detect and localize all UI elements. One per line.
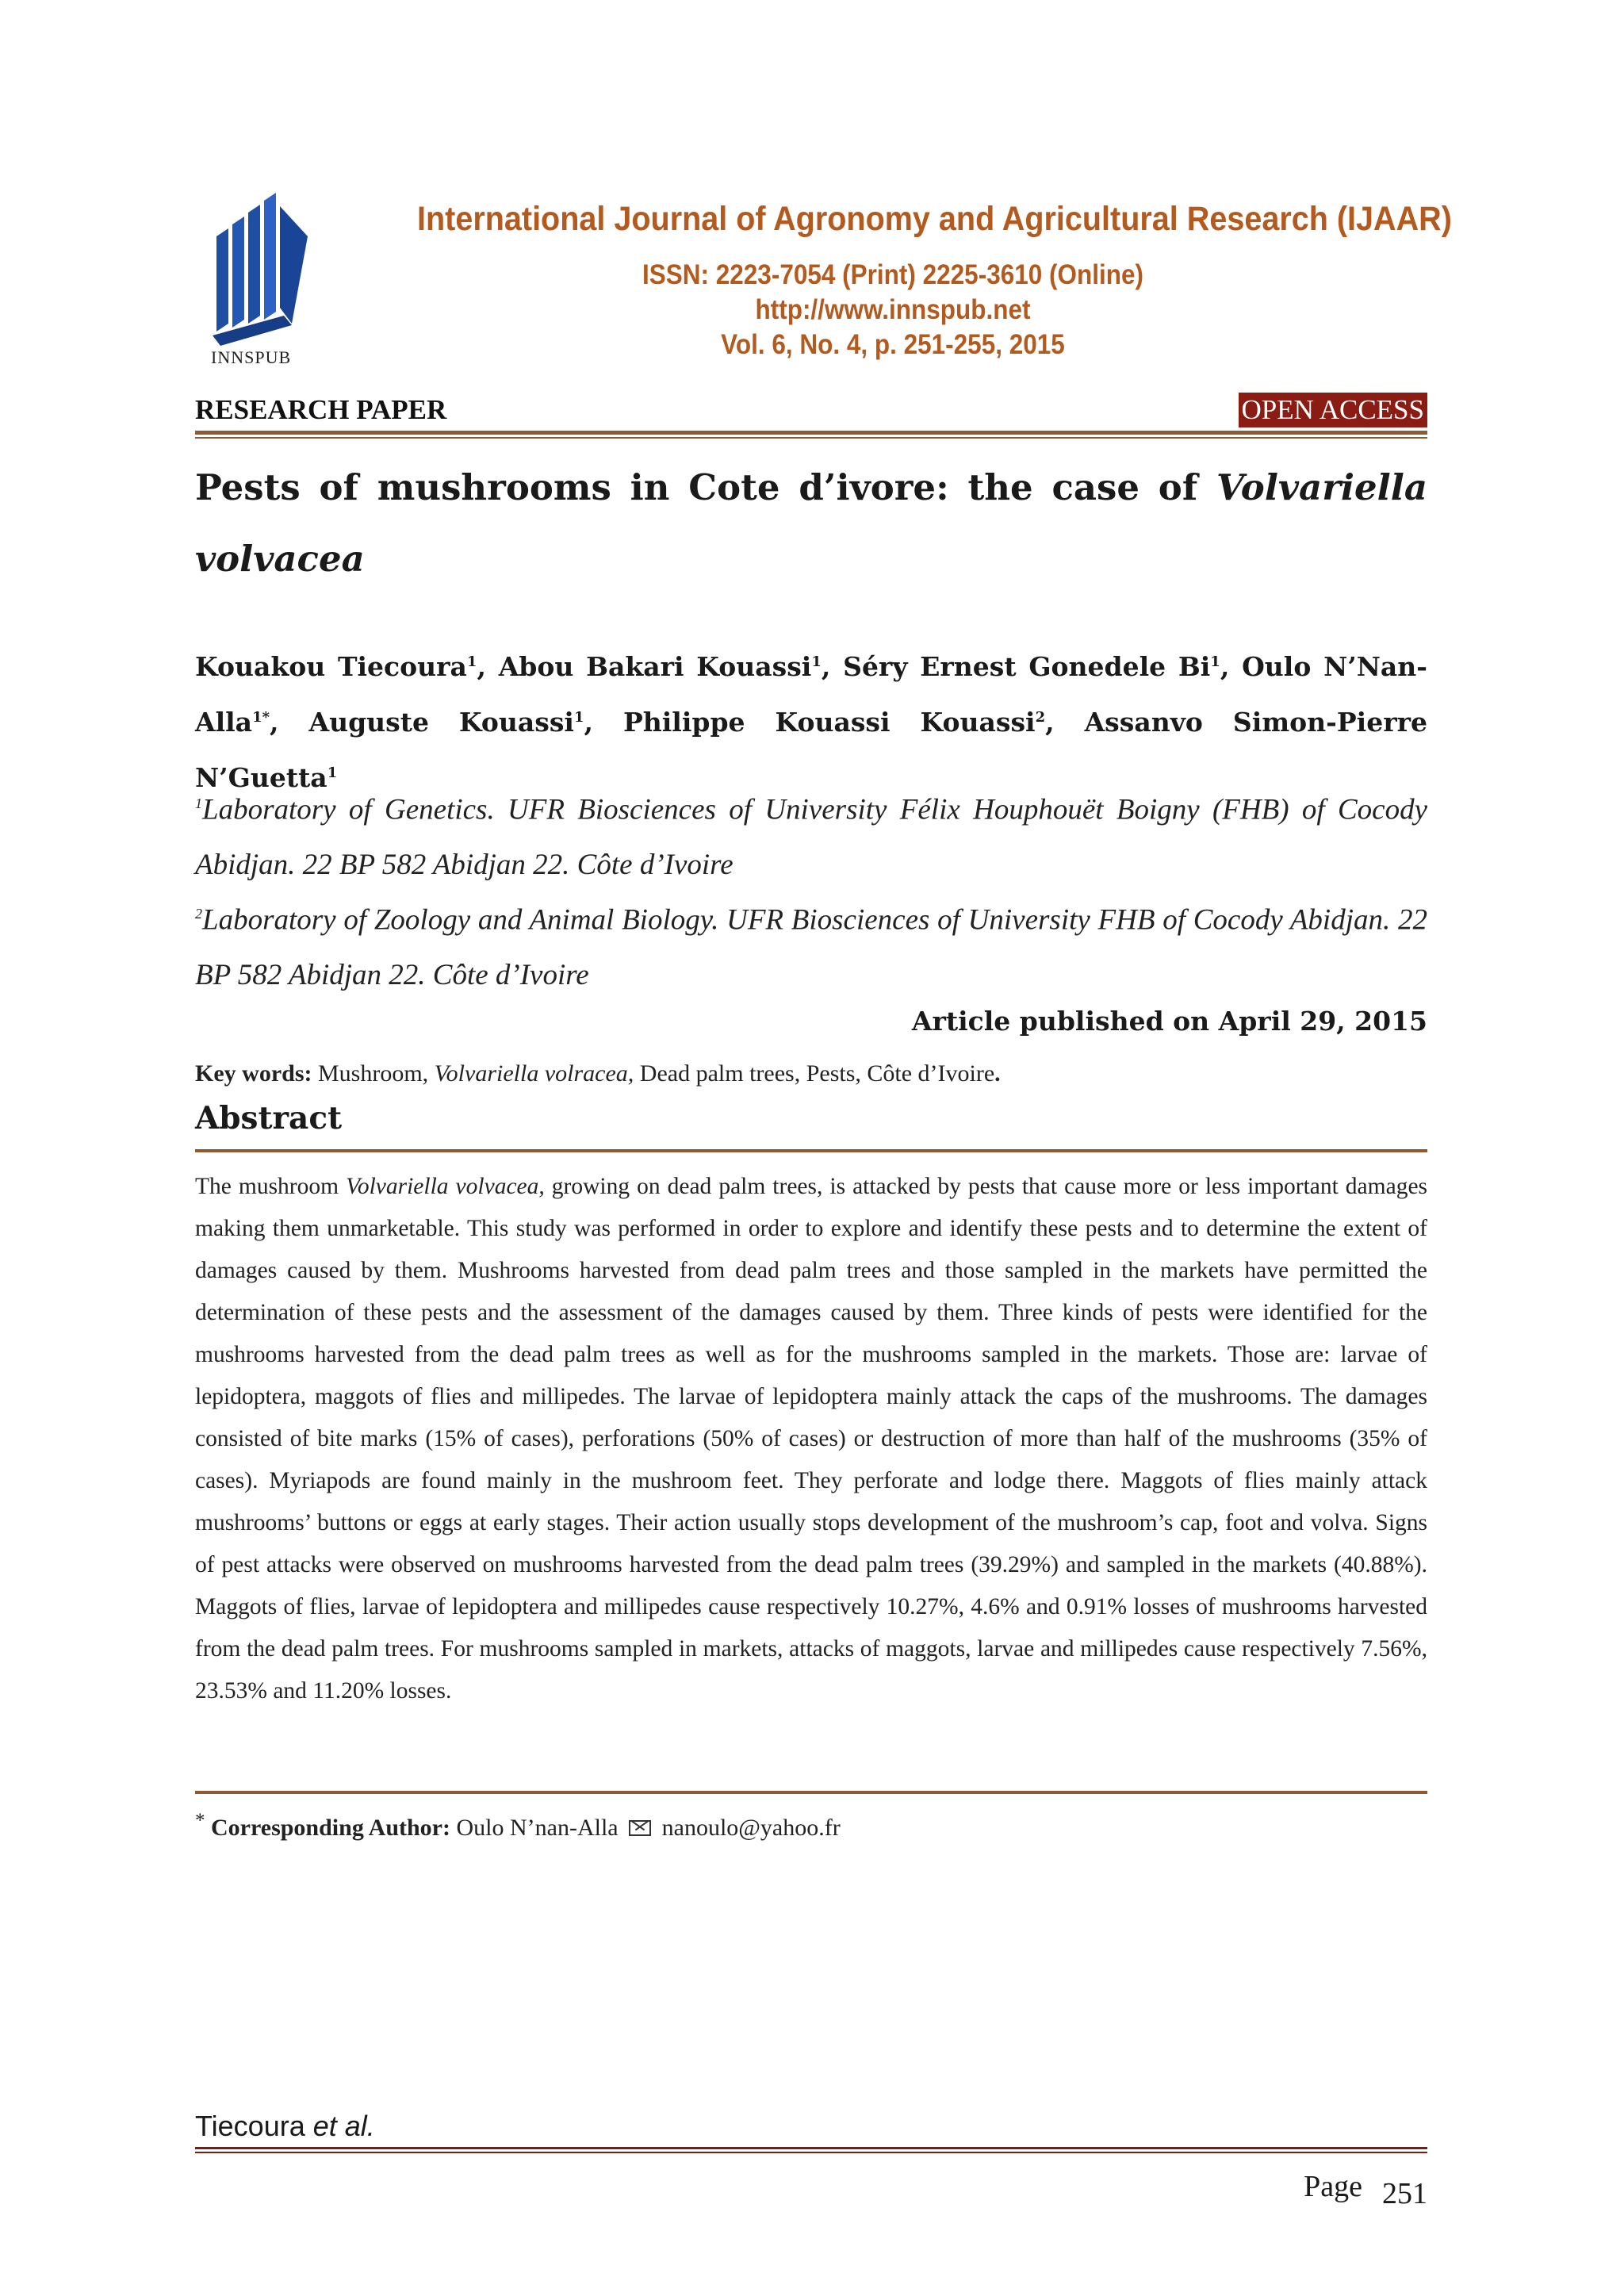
keywords-text-1: Mushroom, [312,1060,435,1087]
keywords-label: Key words: [195,1060,312,1087]
affiliation-marker: 1 [195,795,202,811]
author-separator: , [477,651,499,682]
author-affiliation-marker: 1 [327,765,338,781]
article-title [195,452,1427,595]
affiliation-text: Laboratory of Zoology and Animal Biology. UFR Biosciences of University FHB of Cocody Abidjan. 22 BP 582 Abidjan 22. Côte d’Ivoire [195,903,1427,992]
abstract-text: growing on dead palm trees, is attacked by pests that cause more or less important damages making them unmarketable. This study was performed in order to explore and identify these pests and to determine the extent of damages caused by them. Mushrooms harvested from dead palm trees and those sampled in the markets have permitted the determination of these pests and the assessment of the damages caused by them. Three kinds of pests were identified for the mushrooms harvested from the dead palm trees as well as for the mushrooms sampled in the markets. Those are: larvae of lepidoptera, maggots of flies and millipedes. The larvae of lepidoptera mainly attack the caps of the mushrooms. The damages consisted of bite marks (15% of cases), perforations (50% of cases) or destruction of more than half of the mushrooms (35% of cases). Myriapods are found mainly in the mushroom feet. They perforate and lodge there. Maggots of flies mainly attack mushrooms’ buttons or eggs at early stages. Their action usually stops development of the mushroom’s cap, foot and volva. Signs of pest attacks were observed on mushrooms harvested from the dead palm trees (39.29%) and sampled in the markets (40.88%). Maggots of flies, larvae of lepidoptera and millipedes cause respectively 10.27%, 4.6% and 0.91% losses of mushrooms harvested from the dead palm trees. For mushrooms sampled in markets, attacks of maggots, larvae and millipedes cause respectively 7.56%, 23.53% and 11.20% losses. [195,1174,1428,1704]
author-name: Auguste Kouassi [308,707,574,738]
abstract-body [195,1166,1427,1712]
author-name: Philippe Kouassi Kouassi [622,707,1036,738]
author-name: Oulo N’Nan-Alla [195,651,1427,738]
abstract-lead: The mushroom [195,1174,347,1199]
affiliation-1 [195,776,1427,893]
title-main: Pests of mushrooms in Cote d’ivore: the case of [195,466,1217,508]
author-name: Séry Ernest Gonedele Bi [843,651,1211,682]
author-separator: , [1220,651,1243,682]
abstract-species: Volvariella volvacea, [346,1174,545,1199]
footer-rule [195,2147,1427,2149]
corr-star: * [195,1810,205,1831]
issn: ISSN: 2223-7054 (Print) 2225-3610 (Online) [642,259,1144,290]
footer-rule-thin [195,2152,1427,2153]
keywords-text-2: Dead palm trees, Pests, Côte d’Ivoire [634,1060,995,1087]
journal-url[interactable]: http://www.innspub.net [755,294,1031,325]
keywords-end: . [994,1060,1001,1087]
author-affiliation-marker: 1 [466,654,477,670]
header-rule [195,431,1427,435]
published-date: Article published on April 29, 2015 [911,1006,1427,1037]
author-separator: , [584,707,623,738]
affiliation-text: Laboratory of Genetics. UFR Biosciences of University Félix Houphouët Boigny (FHB) of Cocody Abidjan. 22 BP 582 Abidjan 22. Côte d’Ivoire [195,793,1427,882]
author-name: Assanvo Simon-Pierre N’Guetta [195,707,1427,793]
journal-meta [607,258,1178,362]
journal-title: International Journal of Agronomy and Agricultural Research (IJAAR) [417,200,1452,238]
page-label: Page [1304,2170,1362,2203]
affiliation-marker: 2 [195,906,202,922]
title-italic: Volvariella volvacea [195,466,1427,580]
corresponding-author [195,1810,841,1842]
logo-caption: INNSPUB [211,347,292,367]
author-separator: , [270,707,309,738]
abstract-rule-top [195,1149,1427,1152]
abstract-rule-bottom [195,1791,1427,1794]
innspub-logo-icon [205,189,324,371]
open-access-badge: OPEN ACCESS [1239,393,1428,427]
footer-author-name: Tiecoura [195,2110,313,2142]
header-rule-thin [195,437,1427,439]
page-number: 251 [1382,2177,1427,2210]
volume-info: Vol. 6, No. 4, p. 251-255, 2015 [721,329,1065,360]
footer-etal: et al. [312,2110,375,2142]
corr-label: Corresponding Author: [205,1815,450,1841]
corr-name: Oulo N’nan-Alla [450,1815,625,1841]
affiliation-2 [195,886,1427,1003]
author-name: Kouakou Tiecoura [195,651,467,682]
author-separator: , [821,651,844,682]
mail-icon [629,1820,651,1836]
paper-page [195,0,1452,2296]
corr-email[interactable]: nanoulo@yahoo.fr [656,1815,841,1841]
author-affiliation-marker: 1* [252,709,270,726]
paper-type: RESEARCH PAPER [195,394,447,425]
keywords [195,1060,1001,1087]
author-affiliation-marker: 1 [573,709,584,726]
author-name: Abou Bakari Kouassi [498,651,812,682]
author-affiliation-marker: 1 [811,654,822,670]
author-affiliation-marker: 1 [1210,654,1220,670]
abstract-heading: Abstract [195,1100,343,1137]
keywords-italic: Volvariella volracea, [434,1060,634,1087]
author-affiliation-marker: 2 [1035,709,1046,726]
footer-author [195,2110,375,2143]
author-separator: , [1045,707,1085,738]
